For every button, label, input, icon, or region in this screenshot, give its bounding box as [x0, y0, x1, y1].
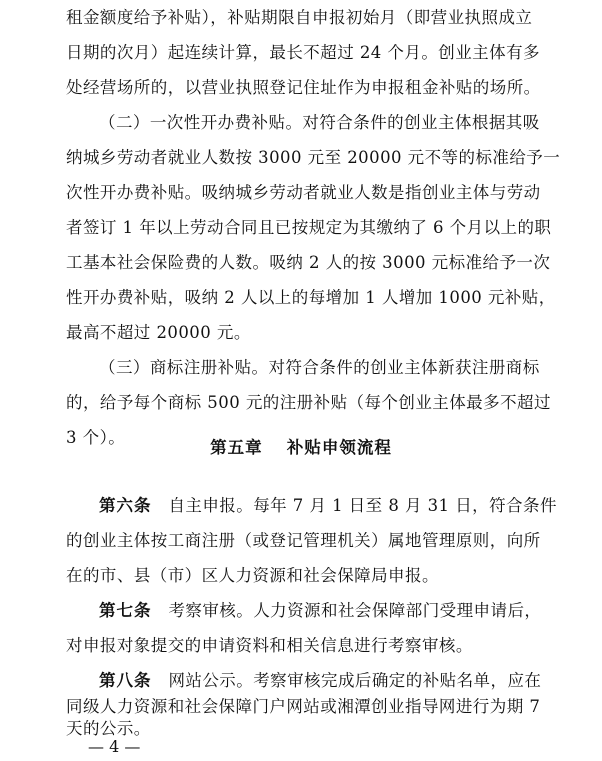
rent-subsidy-line-3: 处经营场所的，以营业执照登记住址作为申报租金补贴的场所。: [66, 78, 541, 97]
rent-subsidy-line-1: 租金额度给予补贴），补贴期限自申报初始月（即营业执照成立: [66, 8, 533, 27]
startup-subsidy-line-5: 工基本社会保险费的人数。吸纳 2 人的按 3000 元标准给予一次: [66, 253, 551, 272]
startup-subsidy-line-2: 纳城乡劳动者就业人数按 3000 元至 20000 元不等的标准给予一: [66, 148, 561, 167]
trademark-subsidy-line-2: 的，给予每个商标 500 元的注册补贴（每个创业主体最多不超过: [66, 393, 551, 412]
article-7-first-text: 考察审核。人力资源和社会保障部门受理申请后，: [168, 601, 542, 620]
article-8-label: 第八条: [99, 671, 152, 690]
article-8-first-text: 网站公示。考察审核完成后确定的补贴名单，应在: [168, 671, 542, 690]
trademark-subsidy-line-3: 3 个）。: [66, 428, 126, 447]
article-7-line-2: 对申报对象提交的申请资料和相关信息进行考察审核。: [66, 636, 473, 655]
article-6-label: 第六条: [99, 496, 152, 515]
article-7-label: 第七条: [99, 601, 152, 620]
chapter-title: 补贴申领流程: [286, 438, 392, 457]
article-8-line-1: [99, 670, 541, 692]
rent-subsidy-line-2: 日期的次月）起连续计算，最长不超过 24 个月。创业主体有多: [66, 43, 540, 62]
startup-subsidy-line-7: 最高不超过 20000 元。: [66, 323, 251, 342]
startup-subsidy-line-3: 次性开办费补贴。吸纳城乡劳动者就业人数是指创业主体与劳动: [66, 183, 541, 202]
article-8-line-2: 同级人力资源和社会保障门户网站或湘潭创业指导网进行为期 7: [66, 697, 541, 716]
chapter-number: 第五章: [210, 438, 263, 457]
article-6-line-1: [99, 495, 557, 517]
trademark-subsidy-line-1: （三）商标注册补贴。对符合条件的创业主体新获注册商标: [99, 358, 540, 377]
article-6-line-3: 在的市、县（市）区人力资源和社会保障局申报。: [66, 566, 439, 585]
article-7-line-1: [99, 600, 541, 622]
article-6-first-text: 自主申报。每年 7 月 1 日至 8 月 31 日，符合条件: [168, 496, 557, 515]
startup-subsidy-line-4: 者签订 1 年以上劳动合同且已按规定为其缴纳了 6 个月以上的职: [66, 218, 552, 237]
article-6-line-2: 的创业主体按工商注册（或登记管理机关）属地管理原则，向所: [66, 531, 541, 550]
page-number: — 4 —: [88, 737, 141, 756]
startup-subsidy-line-6: 性开办费补贴，吸纳 2 人以上的每增加 1 人增加 1000 元补贴，: [66, 288, 556, 307]
startup-subsidy-line-1: （二）一次性开办费补贴。对符合条件的创业主体根据其吸: [99, 113, 540, 132]
article-8-line-3: 天的公示。: [66, 719, 151, 738]
chapter-heading: [0, 437, 602, 459]
